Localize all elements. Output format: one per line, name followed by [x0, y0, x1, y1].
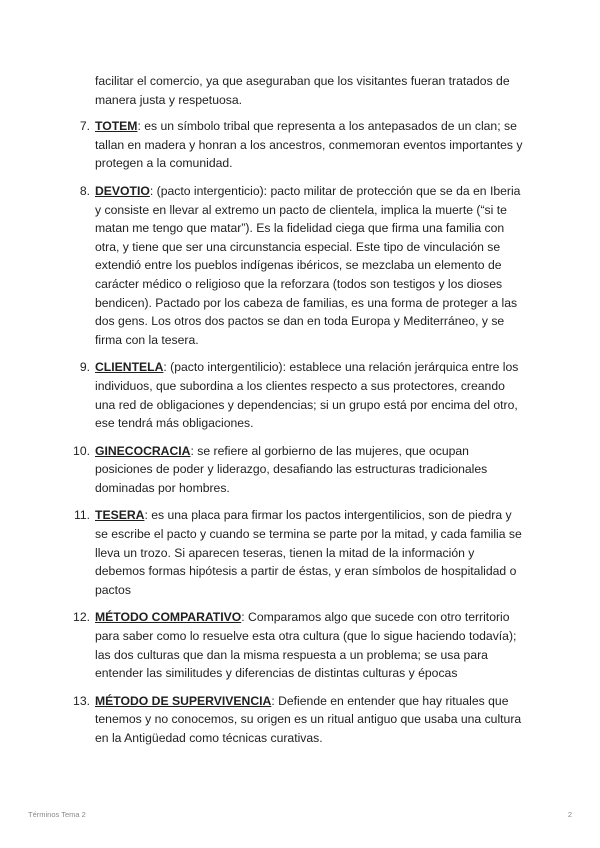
- definition-text: Comparamos algo que sucede con otro territorio para saber como lo resuelve esta otra cultura (que lo sigue haciendo todavía); las dos culturas que dan la misma respuesta a un problema; se usa para entender las similitudes y diferencias de distintas culturas y épocas: [95, 610, 517, 681]
- list-item-devotio: [79, 182, 527, 349]
- list-item-ginecocracia: [73, 442, 527, 498]
- term-label: TOTEM: [95, 119, 138, 134]
- definition-text: (pacto intergentilicio): establece una relación jerárquica entre los individuos, que subordina a los clientes respecto a sus protectores, creando una red de obligaciones y dependencias; si un grupo está por encima del otro, ese tendrá más obligaciones.: [95, 360, 519, 431]
- definition-text: (pacto intergenticio): pacto militar de protección que se da en Iberia y consiste en llevar al extremo un pacto de clientela, implica la muerte (“si te matan me tengo que matar”). Es la fidelidad ciega que firma una familia con otra, y tiene que ser una circunstancia especial. Este tipo de vinculación se extendió entre los pueblos indígenas ibéricos, se mezclaba un elemento de carácter médico o religioso que la reforzara (todos son testigos y los dioses bendicen). Pactado por los cabeza de familias, es una forma de proteger a las dos gens. Los otros dos pactos se dan en toda Europa y Mediterráneo, y se firma con la tesera.: [95, 183, 521, 347]
- term-label: GINECOCRACIA: [95, 443, 191, 458]
- term-label: DEVOTIO: [95, 183, 150, 198]
- list-item-metodo-supervivencia: [73, 692, 527, 748]
- list-number: 13.: [73, 693, 90, 708]
- list-number: 10.: [73, 443, 90, 458]
- list-item-clientela: [79, 358, 527, 432]
- list-number: 9.: [79, 360, 90, 375]
- page-number: 2: [567, 810, 572, 819]
- definition-text: Defiende en entender que hay rituales que tenemos y no conocemos, su origen es un ritual antiguo que usaba una cultura en la Antigüedad como técnicas curativas.: [95, 693, 522, 745]
- term-label: CLIENTELA: [95, 360, 164, 375]
- list-number: 12.: [73, 610, 90, 625]
- footer-title: Términos Tema 2: [28, 810, 86, 819]
- document-body: [73, 72, 527, 757]
- list-item-tesera: [73, 506, 527, 599]
- term-label: MÉTODO COMPARATIVO: [95, 610, 242, 625]
- list-item-totem: [79, 117, 527, 173]
- continuation-paragraph: facilitar el comercio, ya que aseguraban que los visitantes fueran tratados de manera justa y respetuosa.: [95, 74, 510, 107]
- definition-text: se refiere al gorbierno de las mujeres, que ocupan posiciones de poder y liderazgo, desafiando las estructuras tradicionales dominadas por hombres.: [95, 443, 488, 495]
- term-separator: :: [149, 183, 154, 198]
- term-separator: :: [144, 508, 148, 523]
- term-label: TESERA: [95, 508, 145, 523]
- term-separator: :: [241, 610, 245, 625]
- list-number: 7.: [79, 119, 90, 134]
- definition-text: es una placa para firmar los pactos intergentilicios, son de piedra y se escribe el pacto y cuando se termina se parte por la mitad, y cada familia se lleva un trozo. Si aparecen teseras, tienen la mitad de la información y debemos formas hipótesis a partir de éstas, y eran símbolos de hospitalidad o pactos: [95, 508, 522, 597]
- term-separator: :: [190, 443, 194, 458]
- list-number: 8.: [79, 183, 90, 198]
- term-separator: :: [271, 693, 275, 708]
- list-item-metodo-comparativo: [73, 608, 527, 682]
- list-number: 11.: [73, 508, 90, 523]
- term-separator: :: [163, 360, 167, 375]
- term-separator: :: [137, 119, 141, 134]
- term-label: MÉTODO DE SUPERVIVENCIA: [95, 693, 272, 708]
- definition-text: es un símbolo tribal que representa a los antepasados de un clan; se tallan en madera y honran a los ancestros, conmemoran eventos importantes y protegen a la comunidad.: [95, 119, 523, 171]
